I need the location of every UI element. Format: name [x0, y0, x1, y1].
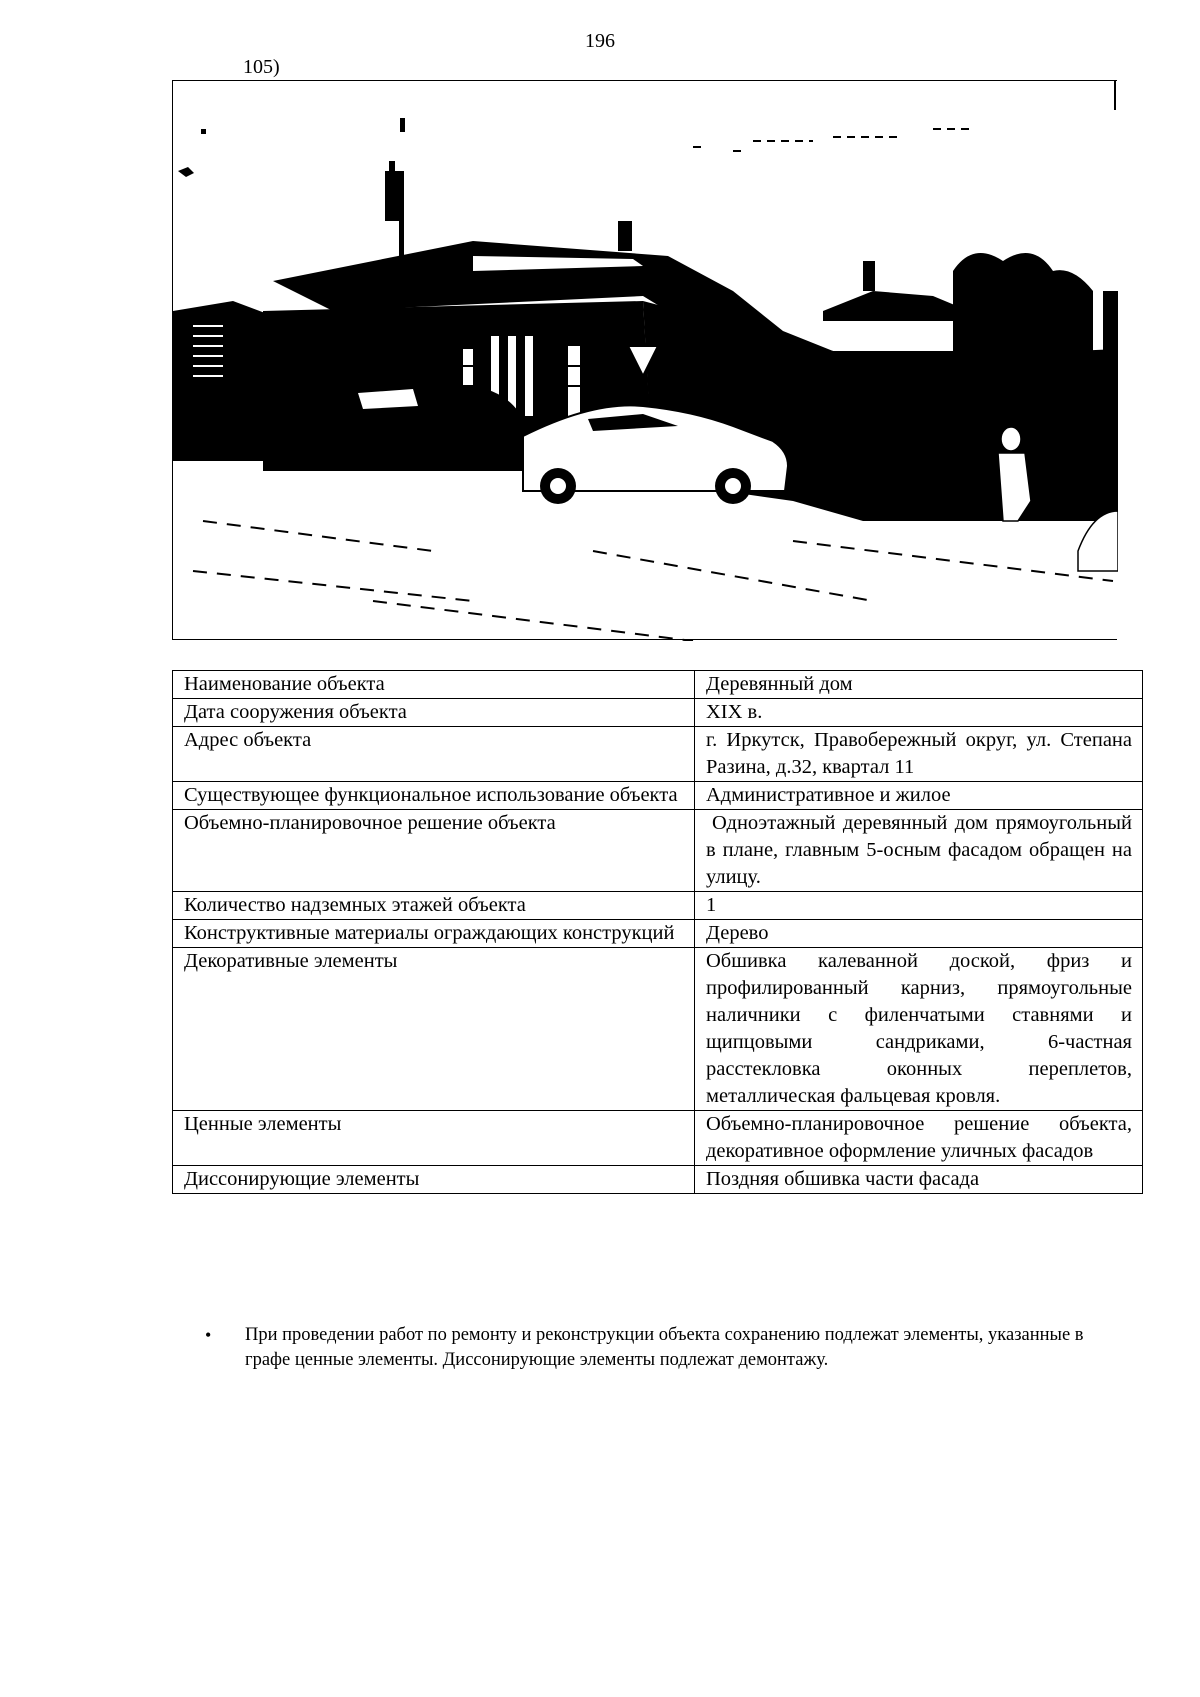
- bullet-icon: •: [205, 1325, 212, 1345]
- table-row: [173, 1111, 1143, 1166]
- table-row: [173, 782, 1143, 810]
- table-row: [173, 699, 1143, 727]
- row-label: Диссонирующие элементы: [173, 1166, 695, 1194]
- table-row: [173, 1166, 1143, 1194]
- row-value: Обшивка калеванной доской, фриз и профилированный карниз, прямоугольные наличники с филенчатыми ставнями и щипцовыми сандриками, 6-частная расстекловка оконных переплетов, металлическая фальцевая кровля.: [695, 948, 1143, 1111]
- table-row: [173, 727, 1143, 782]
- row-value: Дерево: [695, 920, 1143, 948]
- table-row: [173, 920, 1143, 948]
- row-label: Дата сооружения объекта: [173, 699, 695, 727]
- row-label: Наименование объекта: [173, 671, 695, 699]
- row-label: Адрес объекта: [173, 727, 695, 782]
- preservation-note: [205, 1323, 1085, 1373]
- page-number: 196: [585, 30, 615, 52]
- row-label: Ценные элементы: [173, 1111, 695, 1166]
- table-row: [173, 892, 1143, 920]
- note-text: При проведении работ по ремонту и реконструкции объекта сохранению подлежат элементы, указанные в графе ценные элементы. Диссонирующие элементы подлежат демонтажу.: [245, 1325, 1084, 1370]
- table-row: [173, 810, 1143, 892]
- row-value: Одноэтажный деревянный дом прямоугольный в плане, главным 5-осным фасадом обращен на улицу.: [695, 810, 1143, 892]
- object-info-table: [172, 670, 1143, 1194]
- figure-number: 105): [243, 56, 280, 78]
- row-value: Деревянный дом: [695, 671, 1143, 699]
- row-value: г. Иркутск, Правобережный округ, ул. Степана Разина, д.32, квартал 11: [695, 727, 1143, 782]
- building-photo: [172, 80, 1117, 640]
- row-label: Количество надземных этажей объекта: [173, 892, 695, 920]
- row-value: Поздняя обшивка части фасада: [695, 1166, 1143, 1194]
- row-value: Административное и жилое: [695, 782, 1143, 810]
- row-label: Объемно-планировочное решение объекта: [173, 810, 695, 892]
- row-label: Конструктивные материалы ограждающих конструкций: [173, 920, 695, 948]
- row-label: Декоративные элементы: [173, 948, 695, 1111]
- photo-frame-edge: [1114, 80, 1116, 110]
- row-value: XIX в.: [695, 699, 1143, 727]
- table-row: [173, 671, 1143, 699]
- row-label: Существующее функциональное использование объекта: [173, 782, 695, 810]
- table-row: [173, 948, 1143, 1111]
- photo-illustration: [173, 81, 1118, 641]
- row-value: Объемно-планировочное решение объекта, декоративное оформление уличных фасадов: [695, 1111, 1143, 1166]
- row-value: 1: [695, 892, 1143, 920]
